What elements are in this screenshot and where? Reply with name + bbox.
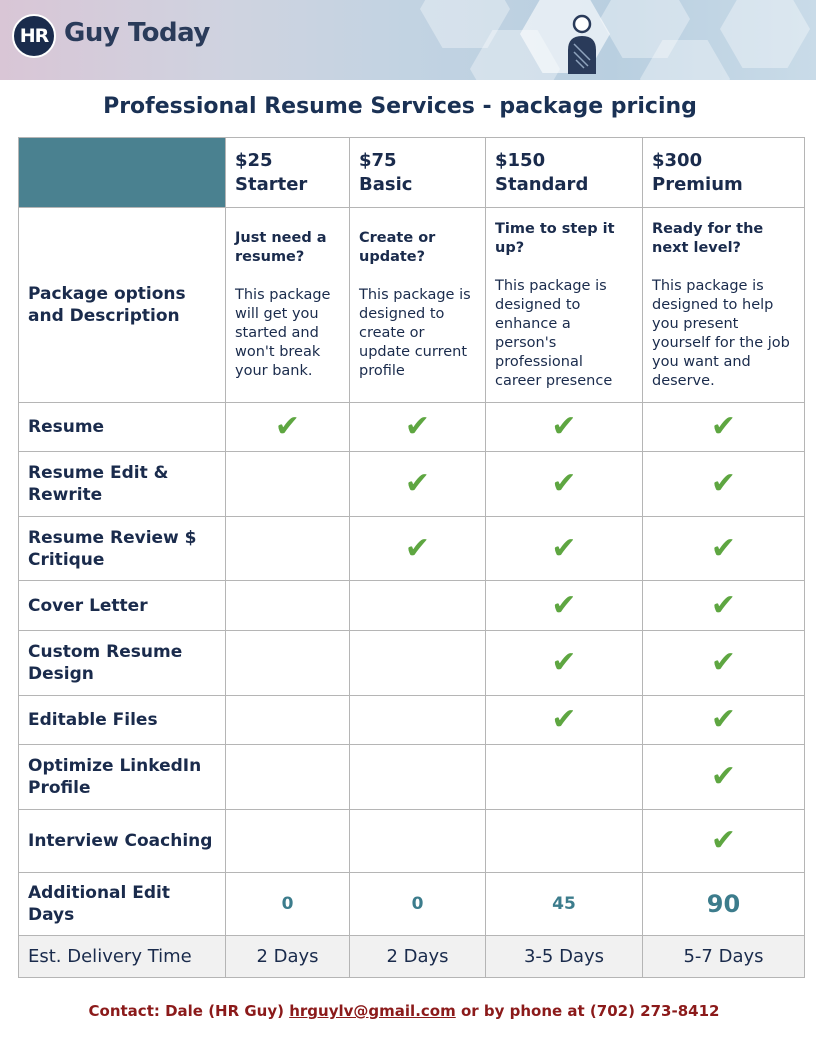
edit-days-value: 45 (486, 873, 643, 936)
feature-label: Cover Letter (19, 581, 226, 631)
package-price: $150 (495, 149, 546, 171)
contact-prefix: Contact: Dale (HR Guy) (88, 1002, 290, 1020)
checkmark-icon: ✔ (643, 581, 805, 631)
package-question: Ready for the next level? (652, 220, 764, 256)
package-header-row (19, 138, 805, 208)
package-description-text: This package is designed to enhance a person's professional career presence (495, 277, 613, 389)
checkmark-icon: ✔ (486, 517, 643, 581)
feature-label: Editable Files (19, 696, 226, 745)
delivery-value: 2 Days (226, 936, 350, 978)
empty-cell (486, 745, 643, 810)
edit-days-value: 0 (350, 873, 486, 936)
logo-initials: HR (19, 25, 49, 47)
logo-text: Guy Today (64, 18, 210, 48)
empty-cell (350, 696, 486, 745)
contact-phone: or by phone at (702) 273-8412 (455, 1002, 720, 1020)
checkmark-icon: ✔ (486, 452, 643, 517)
package-question: Just need a resume? (235, 230, 327, 265)
person-icon (564, 10, 600, 76)
empty-cell (350, 581, 486, 631)
checkmark-icon: ✔ (350, 403, 486, 452)
edit-days-label: Additional Edit Days (19, 873, 226, 936)
feature-row (19, 810, 805, 873)
package-name: Premium (652, 173, 743, 195)
feature-label: Resume Edit & Rewrite (19, 452, 226, 517)
feature-row (19, 403, 805, 452)
empty-cell (226, 696, 350, 745)
package-header-basic (350, 138, 486, 208)
feature-label: Optimize LinkedIn Profile (19, 745, 226, 810)
package-price: $300 (652, 149, 703, 171)
header-corner-cell (19, 138, 226, 208)
package-description-text: This package will get you started and won't break your bank. (235, 287, 331, 379)
package-description-premium (643, 208, 805, 403)
email-link[interactable]: hrguylv@gmail.com (289, 1002, 456, 1020)
package-description-text: This package is designed to create or update current profile (359, 287, 471, 379)
empty-cell (350, 631, 486, 696)
package-description-basic (350, 208, 486, 403)
delivery-value: 3-5 Days (486, 936, 643, 978)
checkmark-icon: ✔ (643, 452, 805, 517)
package-question: Time to step it up? (495, 220, 615, 256)
delivery-label: Est. Delivery Time (19, 936, 226, 978)
package-header-starter (226, 138, 350, 208)
package-description-starter (226, 208, 350, 403)
empty-cell (350, 810, 486, 873)
description-row (19, 208, 805, 403)
checkmark-icon: ✔ (350, 517, 486, 581)
package-name: Basic (359, 173, 413, 195)
checkmark-icon: ✔ (486, 581, 643, 631)
edit-days-value: 90 (643, 873, 805, 936)
logo-badge (12, 14, 56, 58)
feature-row (19, 517, 805, 581)
checkmark-icon: ✔ (643, 745, 805, 810)
checkmark-icon: ✔ (643, 631, 805, 696)
feature-row (19, 745, 805, 810)
pricing-table (18, 137, 805, 978)
feature-row (19, 696, 805, 745)
package-name: Standard (495, 173, 589, 195)
feature-row (19, 631, 805, 696)
description-label: Package options and Description (19, 208, 226, 403)
package-description-text: This package is designed to help you present yourself for the job you want and deserve. (652, 277, 790, 389)
empty-cell (226, 452, 350, 517)
package-question: Create or update? (359, 230, 436, 265)
feature-label: Custom Resume Design (19, 631, 226, 696)
empty-cell (486, 810, 643, 873)
checkmark-icon: ✔ (643, 696, 805, 745)
checkmark-icon: ✔ (486, 696, 643, 745)
checkmark-icon: ✔ (486, 631, 643, 696)
package-header-standard (486, 138, 643, 208)
checkmark-icon: ✔ (486, 403, 643, 452)
page-title: Professional Resume Services - package pricing (103, 94, 697, 119)
checkmark-icon: ✔ (643, 517, 805, 581)
package-price: $75 (359, 149, 397, 171)
checkmark-icon: ✔ (643, 810, 805, 873)
delivery-row (19, 936, 805, 978)
package-header-premium (643, 138, 805, 208)
empty-cell (226, 810, 350, 873)
feature-label: Resume (19, 403, 226, 452)
checkmark-icon: ✔ (350, 452, 486, 517)
package-name: Starter (235, 173, 308, 195)
delivery-value: 5-7 Days (643, 936, 805, 978)
edit-days-row (19, 873, 805, 936)
contact-line (0, 1002, 808, 1020)
edit-days-value: 0 (226, 873, 350, 936)
feature-row (19, 452, 805, 517)
checkmark-icon: ✔ (226, 403, 350, 452)
empty-cell (226, 631, 350, 696)
empty-cell (226, 581, 350, 631)
feature-label: Interview Coaching (19, 810, 226, 873)
delivery-value: 2 Days (350, 936, 486, 978)
empty-cell (350, 745, 486, 810)
feature-rows (19, 403, 805, 873)
checkmark-icon: ✔ (643, 403, 805, 452)
empty-cell (226, 517, 350, 581)
header-banner (0, 0, 816, 80)
empty-cell (226, 745, 350, 810)
package-description-standard (486, 208, 643, 403)
feature-label: Resume Review $ Critique (19, 517, 226, 581)
feature-row (19, 581, 805, 631)
package-price: $25 (235, 149, 273, 171)
